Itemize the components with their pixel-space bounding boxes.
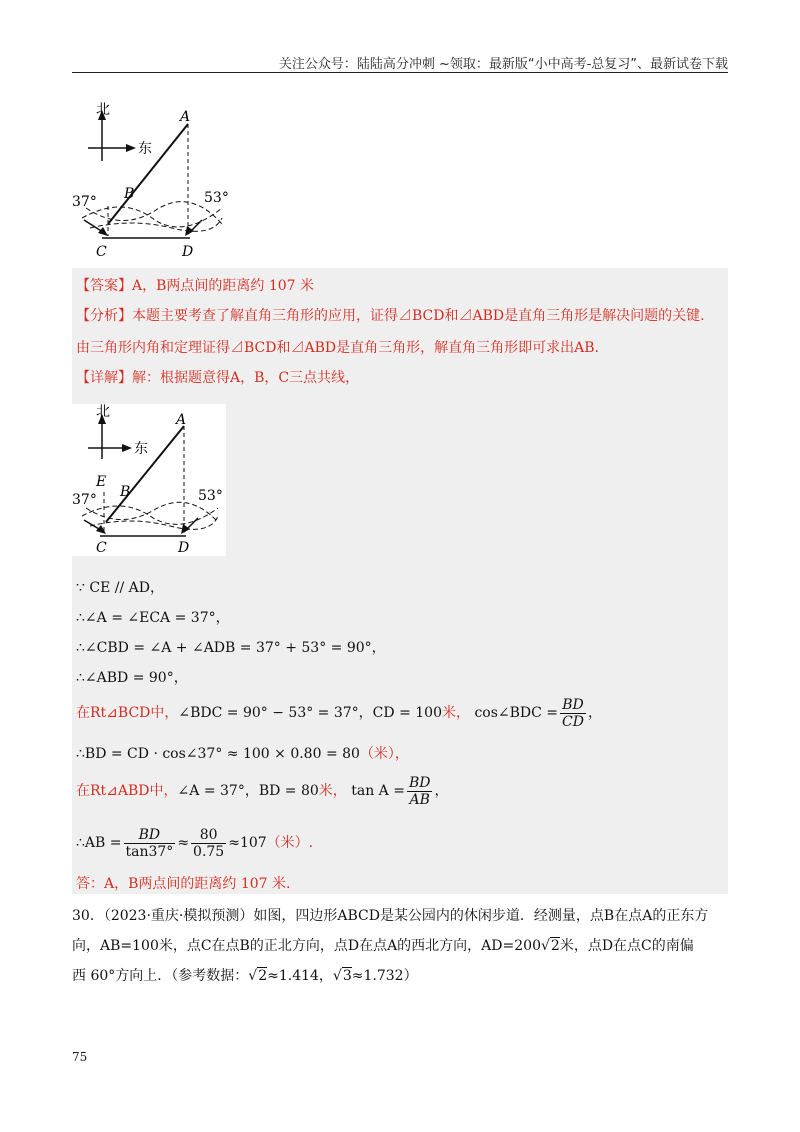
step-4: ∴∠ABD = 90°， [76, 670, 188, 686]
analysis-tag: 【分析】 [76, 308, 132, 324]
page-header: 关注公众号：陆陆高分冲刺 ~领取：最新版“小中高考-总复习”、最新试卷下载 [278, 57, 728, 72]
analysis-line-2: 由三角形内角和定理证得⊿BCD和⊿ABD是直角三角形，解直角三角形即可求出AB. [76, 340, 599, 356]
step-5-cos: cos∠BDC = [474, 705, 559, 721]
north-label-2: 北 [96, 404, 110, 420]
fraction-numerator: BD [124, 827, 176, 844]
fraction-bd-cd [560, 697, 586, 730]
north-label: 北 [96, 102, 110, 118]
fraction-denominator: 0.75 [193, 843, 225, 860]
segment-ab [108, 124, 188, 224]
analysis-text-1: 本题主要考查了解直角三角形的应用，证得⊿BCD和⊿ABD是直角三角形是解决问题的关键. [132, 308, 705, 324]
step-6-unit: （米）， [359, 746, 409, 762]
header-rule [72, 72, 728, 73]
label-c: C [96, 244, 107, 260]
angle-37-label: 37° [72, 194, 97, 210]
step-8-lead: ∴AB = [76, 835, 122, 851]
problem-line-2-b: 米，点D在点C的南偏 [559, 938, 694, 954]
step-7-tan: tan A = [351, 783, 405, 799]
figure-compass-diagram-detail [72, 404, 226, 556]
label-e-2: E [96, 474, 107, 490]
problem-line-3: 西 60°方向上．（参考数据：√2≈1.414，√3≈1.732） [72, 968, 418, 984]
label-c-2: C [96, 540, 107, 556]
fraction-numerator: BD [408, 774, 431, 791]
east-arrowhead-icon [122, 444, 132, 452]
problem-line-2-a: 向，AB=100米，点C在点B的正北方向，点D在点A的西北方向，AD=200 [72, 938, 541, 954]
step-5-unit: 米， [441, 705, 470, 721]
problem-line-3-m: ≈1.414， [267, 968, 333, 984]
detail-line [76, 368, 359, 388]
step-7: 在Rt⊿ABD中，∠A = 37°，BD = 80米， tan A = $\frac{BD}{AB}$ ， [76, 774, 449, 808]
step-5-prefix: 在Rt⊿BCD中， [76, 705, 179, 721]
step-7-prefix: 在Rt⊿ABD中， [76, 783, 178, 799]
fraction-denominator: AB [409, 791, 430, 808]
step-6 [76, 744, 409, 764]
sqrt-3-ref: 3 [342, 968, 352, 984]
angle-53-label-2: 53° [198, 488, 223, 504]
fraction-denominator: tan37° [125, 843, 174, 860]
step-8: ∴AB = $\frac{BD}{\tan 37^\circ}$ ≈ $\frac{80}{0.75}$ ≈107（米）. [76, 826, 314, 860]
problem-line-2: 向，AB=100米，点C在点B的正北方向，点D在点A的西北方向，AD=200√2米，点D在点C的南偏 [72, 938, 694, 954]
label-a: A [180, 109, 191, 125]
fraction-bd-ab [407, 775, 433, 808]
step-8-tail: ≈107 [228, 835, 267, 851]
wave-line-3 [90, 218, 222, 231]
problem-line-3-b: ≈1.732） [351, 968, 418, 984]
step-7-unit: 米， [318, 783, 347, 799]
fraction-numerator: 80 [191, 827, 226, 844]
fraction-80-075 [191, 827, 226, 860]
problem-line-1: 30．（2023·重庆·模拟预测）如图，四边形ABCD是某公园内的休闲步道．经测量，点B在点A的正东方 [72, 908, 709, 924]
step-8-unit: （米）. [266, 835, 314, 851]
figure-compass-diagram [72, 96, 242, 266]
angle-53-label: 53° [204, 190, 229, 206]
fraction-numerator: BD [560, 697, 586, 714]
step-5: 在Rt⊿BCD中，∠BDC = 90° − 53° = 37°，CD = 100米， cos∠BDC = $\frac{BD}{CD}$ ， [76, 696, 602, 730]
angle-37-label-2: 37° [72, 492, 97, 508]
step-5-body: ∠BDC = 90° − 53° = 37°，CD = 100 [178, 705, 442, 721]
step-7-body: ∠A = 37°，BD = 80 [177, 783, 319, 799]
sqrt-2: 2 [550, 938, 560, 954]
label-d: D [182, 244, 194, 260]
detail-intro: 解：根据题意得A，B，C三点共线， [132, 370, 360, 386]
analysis-line-1 [76, 306, 705, 326]
sqrt-2-ref: 2 [258, 968, 268, 984]
angle-arrowhead-right-icon [181, 524, 190, 534]
angle-arrowhead-right-icon [185, 226, 194, 236]
answer-line [76, 276, 314, 296]
east-arrowhead-icon [126, 144, 136, 152]
detail-tag: 【详解】 [76, 370, 132, 386]
label-b-2: B [120, 484, 131, 500]
label-b: B [124, 186, 135, 202]
east-label-2: 东 [134, 441, 148, 457]
step-3: ∴∠CBD = ∠A + ∠ADB = 37° + 53° = 90°， [76, 640, 386, 656]
step-6-body: ∴BD = CD · cos∠37° ≈ 100 × 0.80 = 80 [76, 746, 360, 762]
answer-text: A，B两点间的距离约 107 米 [132, 278, 315, 294]
step-1: ∵ CE // AD， [76, 580, 164, 596]
fraction-denominator: CD [562, 713, 584, 730]
angle-arrowhead-left-icon [98, 227, 108, 236]
fraction-bd-tan37 [124, 827, 176, 860]
final-answer: 答：A，B两点间的距离约 107 米. [76, 876, 291, 892]
wave-line-1 [82, 506, 218, 524]
label-a-2: A [176, 412, 187, 428]
label-d-2: D [178, 540, 190, 556]
step-2: ∴∠A = ∠ECA = 37°， [76, 610, 230, 626]
east-label: 东 [138, 141, 152, 157]
problem-line-3-a: 西 60°方向上．（参考数据： [72, 968, 249, 984]
page-number: 75 [72, 1050, 88, 1064]
answer-tag: 【答案】 [76, 278, 132, 294]
